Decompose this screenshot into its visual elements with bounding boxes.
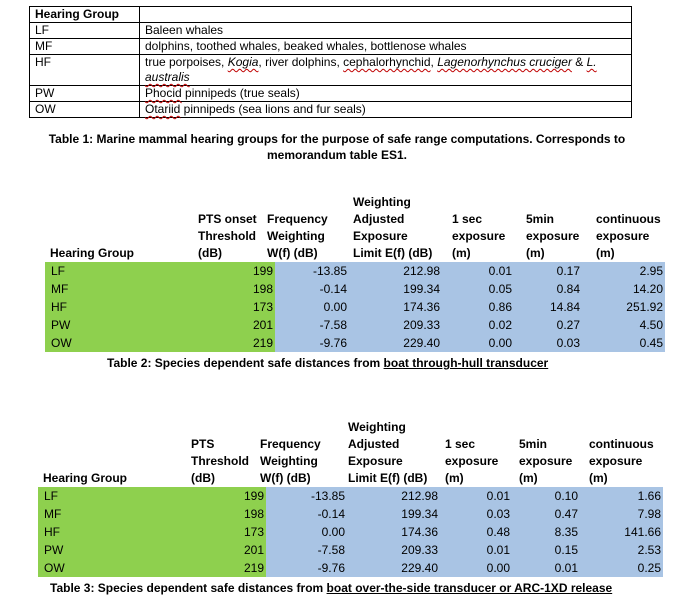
column-header-min5 (526, 211, 579, 262)
safe-distance-table-over-the-side (38, 419, 663, 589)
caption-underlined-text: boat through-hull transducer (383, 356, 549, 370)
group-description (140, 55, 632, 86)
cont-cell: 14.20 (632, 282, 663, 296)
desc-species-italic: L. australis (145, 55, 597, 84)
group-code: OW (30, 102, 140, 118)
sec1-cell: 0.86 (488, 300, 512, 314)
threshold-cell: 219 (252, 336, 273, 350)
column-header-line: exposure (445, 454, 499, 468)
table-row (38, 487, 663, 505)
cont-cell: 0.45 (639, 336, 663, 350)
threshold-cell: 198 (252, 282, 273, 296)
table-row (45, 262, 665, 280)
cont-cell: 141.66 (624, 525, 661, 539)
threshold-cell: 201 (243, 543, 264, 557)
header-empty-cell (140, 7, 632, 23)
column-header-line: Weighting (353, 195, 411, 209)
sec1-cell: 0.48 (486, 525, 510, 539)
group-description (140, 86, 632, 102)
min5-cell: 0.17 (556, 264, 580, 278)
cont-cell: 2.53 (637, 543, 661, 557)
column-header-line: Weighting (267, 229, 325, 243)
column-header-hearing-group: Hearing Group (50, 246, 135, 260)
desc-text: , (430, 55, 438, 69)
desc-text-spellcheck: cephalorhynchid (343, 55, 431, 69)
desc-text: & (571, 55, 587, 69)
cont-cell: 7.98 (637, 507, 661, 521)
desc-text: true porpoises, (145, 55, 228, 69)
weighting-cell: -0.14 (319, 282, 347, 296)
column-header-line: Threshold (191, 454, 250, 468)
table-row (38, 541, 663, 559)
column-header-line: exposure (452, 229, 506, 243)
column-header-cont (596, 211, 661, 262)
column-header-line: exposure (596, 229, 650, 243)
sec1-cell: 0.00 (488, 336, 512, 350)
limit-cell: 209.33 (401, 543, 438, 557)
table-header-row (30, 7, 632, 23)
table-row (30, 39, 632, 55)
group-code: LF (30, 23, 140, 39)
weighting-cell: -7.58 (317, 543, 345, 557)
column-header-line: PTS (191, 437, 215, 451)
hearing-group-cell: PW (38, 541, 266, 559)
header-hearing-group: Hearing Group (30, 7, 140, 23)
weighting-cell: -7.58 (319, 318, 347, 332)
column-header-line: W(f) (dB) (260, 471, 311, 485)
threshold-cell: 173 (252, 300, 273, 314)
desc-text-spellcheck: Otariid (145, 102, 181, 116)
column-header-line: 1 sec (445, 437, 476, 451)
table-row (30, 55, 632, 86)
column-header-min5 (519, 436, 572, 487)
table-row (45, 280, 665, 298)
table-row (30, 23, 632, 39)
desc-species-italic: Kogia (227, 55, 259, 69)
caption-underlined-text: boat over-the-side transducer or ARC-1XD release (326, 581, 613, 595)
limit-cell: 209.33 (403, 318, 440, 332)
table-row (30, 86, 632, 102)
weighting-cell: -13.85 (312, 264, 347, 278)
column-header-line: (m) (445, 471, 464, 485)
group-code: PW (30, 86, 140, 102)
hearing-group-cell: MF (38, 505, 266, 523)
limit-cell: 174.36 (401, 525, 438, 539)
min5-cell: 0.84 (556, 282, 580, 296)
weighting-cell: -9.76 (317, 561, 345, 575)
column-header-line: Frequency (267, 212, 328, 226)
limit-cell: 174.36 (403, 300, 440, 314)
sec1-cell: 0.05 (488, 282, 512, 296)
hearing-group-cell: HF (38, 523, 266, 541)
column-header-line: (m) (589, 471, 608, 485)
caption-text: Table 3: Species dependent safe distances from (50, 581, 327, 595)
column-header-line: 1 sec (452, 212, 483, 226)
min5-cell: 0.01 (554, 561, 578, 575)
column-header-line: continuous (589, 437, 654, 451)
column-header-line: (dB) (191, 471, 215, 485)
limit-cell: 212.98 (401, 489, 438, 503)
min5-cell: 0.03 (556, 336, 580, 350)
column-header-weighting (260, 436, 321, 487)
limit-cell: 229.40 (401, 561, 438, 575)
column-header-line: (m) (452, 246, 471, 260)
cont-cell: 251.92 (626, 300, 663, 314)
column-header-line: (dB) (198, 246, 222, 260)
column-header-line: W(f) (dB) (267, 246, 318, 260)
group-code: HF (30, 55, 140, 86)
hearing-group-cell: PW (45, 316, 275, 334)
column-header-limit (348, 419, 427, 487)
desc-text: , river dolphins, (258, 55, 344, 69)
group-description (140, 102, 632, 118)
table-row (30, 102, 632, 118)
group-code: MF (30, 39, 140, 55)
sec1-cell: 0.01 (486, 489, 510, 503)
column-header-line: exposure (589, 454, 643, 468)
min5-cell: 14.84 (549, 300, 580, 314)
cont-cell: 0.25 (637, 561, 661, 575)
sec1-cell: 0.01 (486, 543, 510, 557)
sec1-cell: 0.01 (488, 264, 512, 278)
table-row (45, 334, 665, 352)
cont-cell: 1.66 (637, 489, 661, 503)
cont-cell: 2.95 (639, 264, 663, 278)
min5-cell: 8.35 (554, 525, 578, 539)
min5-cell: 0.47 (554, 507, 578, 521)
hearing-group-cell: LF (38, 487, 266, 505)
sec1-cell: 0.00 (486, 561, 510, 575)
column-header-line: exposure (519, 454, 573, 468)
weighting-cell: -9.76 (319, 336, 347, 350)
sec1-cell: 0.02 (488, 318, 512, 332)
hearing-group-cell: OW (45, 334, 275, 352)
column-header-line: (m) (519, 471, 538, 485)
weighting-cell: 0.00 (321, 525, 345, 539)
column-header-line: Weighting (260, 454, 318, 468)
column-header-line: PTS onset (198, 212, 257, 226)
weighting-cell: 0.00 (323, 300, 347, 314)
threshold-cell: 201 (252, 318, 273, 332)
column-header-cont (589, 436, 654, 487)
min5-cell: 0.15 (554, 543, 578, 557)
sec1-cell: 0.03 (486, 507, 510, 521)
weighting-cell: -0.14 (317, 507, 345, 521)
column-header-hearing-group: Hearing Group (43, 471, 128, 485)
limit-cell: 229.40 (403, 336, 440, 350)
cont-cell: 4.50 (639, 318, 663, 332)
threshold-cell: 199 (243, 489, 264, 503)
column-header-line: 5min (519, 437, 548, 451)
min5-cell: 0.27 (556, 318, 580, 332)
threshold-cell: 173 (243, 525, 264, 539)
column-header-line: Weighting (348, 420, 406, 434)
table-row (45, 298, 665, 316)
column-header-line: Adjusted (348, 437, 400, 451)
column-header-weighting (267, 211, 328, 262)
column-header-sec1 (452, 211, 505, 262)
desc-text: pinnipeds (sea lions and fur seals) (180, 102, 366, 116)
group-description: dolphins, toothed whales, beaked whales, bottlenose whales (140, 39, 632, 55)
threshold-cell: 199 (252, 264, 273, 278)
column-header-threshold (198, 211, 257, 262)
table-row (38, 523, 663, 541)
table1-caption: Table 1: Marine mammal hearing groups for the purpose of safe range computations. Corresponds to memorandum table ES1. (48, 132, 626, 162)
min5-cell: 0.10 (554, 489, 578, 503)
table-row (45, 316, 665, 334)
column-header-line: exposure (526, 229, 580, 243)
column-header-line: Limit E(f) (dB) (353, 246, 433, 260)
column-header-line: Limit E(f) (dB) (348, 471, 428, 485)
table-row (38, 559, 663, 577)
column-header-threshold (191, 436, 249, 487)
safe-distance-table-through-hull (45, 194, 665, 364)
hearing-group-cell: MF (45, 280, 275, 298)
column-header-line: Exposure (348, 454, 403, 468)
table2-caption (107, 355, 548, 371)
desc-text-spellcheck: Phocid (145, 86, 182, 100)
column-header-line: (m) (526, 246, 545, 260)
hearing-groups-table (29, 6, 632, 118)
weighting-cell: -13.85 (310, 489, 345, 503)
column-header-line: 5min (526, 212, 555, 226)
limit-cell: 212.98 (403, 264, 440, 278)
hearing-group-cell: HF (45, 298, 275, 316)
column-header-line: Adjusted (353, 212, 405, 226)
column-header-line: (m) (596, 246, 615, 260)
column-header-line: continuous (596, 212, 661, 226)
column-header-sec1 (445, 436, 498, 487)
hearing-group-cell: LF (45, 262, 275, 280)
table3-caption (50, 580, 612, 596)
limit-cell: 199.34 (401, 507, 438, 521)
column-header-limit (353, 194, 432, 262)
column-header-line: Threshold (198, 229, 257, 243)
caption-text: Table 2: Species dependent safe distances from (107, 356, 384, 370)
threshold-cell: 219 (243, 561, 264, 575)
column-header-line: Exposure (353, 229, 408, 243)
hearing-group-cell: OW (38, 559, 266, 577)
desc-text: pinnipeds (true seals) (181, 86, 300, 100)
column-header-line: Frequency (260, 437, 321, 451)
group-description: Baleen whales (140, 23, 632, 39)
limit-cell: 199.34 (403, 282, 440, 296)
table-row (38, 505, 663, 523)
threshold-cell: 198 (243, 507, 264, 521)
desc-species-italic: Lagenorhynchus cruciger (437, 55, 572, 69)
